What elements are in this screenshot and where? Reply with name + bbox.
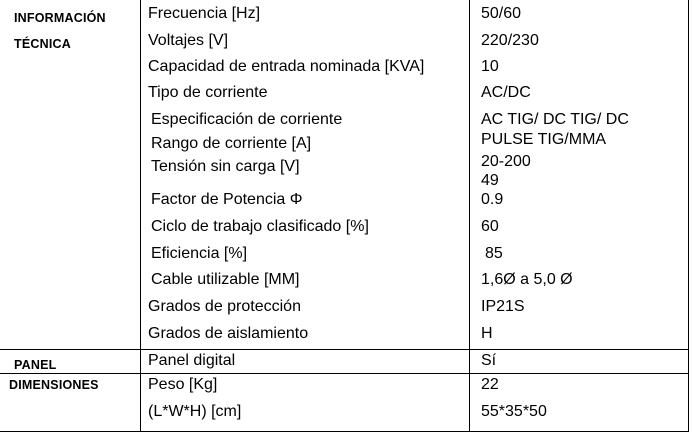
section-informacion-line2: TÉCNICA xyxy=(14,37,71,51)
table-bottom-border xyxy=(0,431,689,432)
param-ciclo-trabajo: Ciclo de trabajo clasificado [%] xyxy=(151,218,369,235)
value-rango-corriente: 20-200 xyxy=(481,153,531,170)
param-factor-potencia: Factor de Potencia Φ xyxy=(151,191,303,208)
param-capacidad: Capacidad de entrada nominada [KVA] xyxy=(148,58,425,75)
value-capacidad: 10 xyxy=(481,58,499,75)
param-rango-corriente: Rango de corriente [A] xyxy=(151,135,312,152)
column-divider xyxy=(688,0,689,432)
section-dimensiones: DIMENSIONES xyxy=(9,378,99,392)
param-dimensiones: (L*W*H) [cm] xyxy=(148,403,242,420)
column-divider xyxy=(469,0,470,432)
param-cable: Cable utilizable [MM] xyxy=(151,271,300,288)
param-voltajes: Voltajes [V] xyxy=(148,32,229,49)
value-panel-digital: Sí xyxy=(481,352,497,369)
value-peso: 22 xyxy=(481,376,499,393)
value-aislamiento: H xyxy=(481,325,493,342)
value-eficiencia: 85 xyxy=(485,245,503,262)
value-voltajes: 220/230 xyxy=(481,32,539,49)
param-panel-digital: Panel digital xyxy=(148,352,236,369)
value-tipo-corriente: AC/DC xyxy=(481,84,531,101)
value-especificacion: AC TIG/ DC TIG/ DC xyxy=(481,111,629,128)
value-frecuencia: 50/60 xyxy=(481,5,522,22)
value-dimensiones: 55*35*50 xyxy=(481,403,547,420)
value-factor-potencia: 0.9 xyxy=(481,191,504,208)
value-especificacion-cont: PULSE TIG/MMA xyxy=(481,131,607,148)
param-frecuencia: Frecuencia [Hz] xyxy=(148,5,261,22)
section-panel: PANEL xyxy=(14,358,57,372)
section-informacion-line1: INFORMACIÓN xyxy=(14,11,106,25)
param-especificacion: Especificación de corriente xyxy=(151,111,343,128)
param-aislamiento: Grados de aislamiento xyxy=(148,325,309,342)
param-tension: Tensión sin carga [V] xyxy=(151,158,300,175)
row-divider xyxy=(0,373,689,374)
column-divider xyxy=(140,0,141,432)
value-ciclo-trabajo: 60 xyxy=(481,218,499,235)
row-divider xyxy=(0,349,689,350)
param-eficiencia: Eficiencia [%] xyxy=(151,245,248,262)
value-cable: 1,6Ø a 5,0 Ø xyxy=(481,271,573,288)
param-tipo-corriente: Tipo de corriente xyxy=(148,84,268,101)
value-proteccion: IP21S xyxy=(481,298,525,315)
param-peso: Peso [Kg] xyxy=(148,376,218,393)
value-tension: 49 xyxy=(481,172,499,189)
param-proteccion: Grados de protección xyxy=(148,298,301,315)
